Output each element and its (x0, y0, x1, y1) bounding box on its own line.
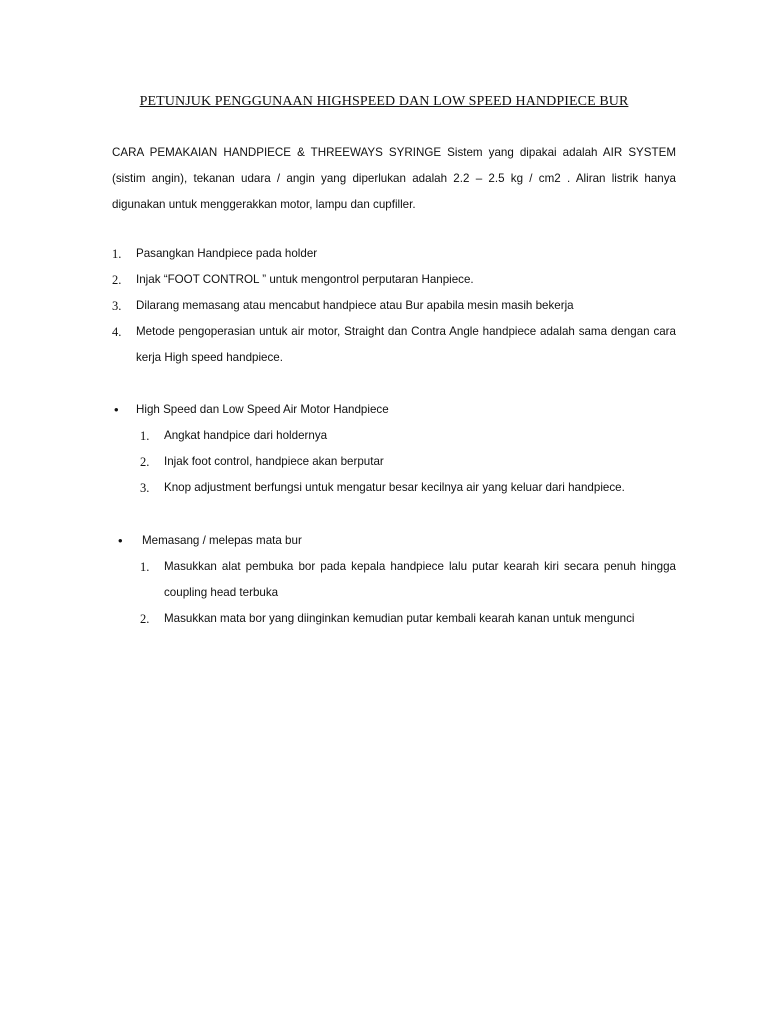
list-number: 3. (112, 299, 122, 313)
list-item (112, 241, 676, 267)
list-item (140, 554, 676, 606)
list-number: 1. (140, 429, 150, 443)
page-title: PETUNJUK PENGGUNAAN HIGHSPEED DAN LOW SPEED HANDPIECE BUR (139, 94, 629, 109)
air-motor-steps-list (140, 423, 676, 501)
section-heading: Memasang / melepas mata bur (142, 534, 302, 547)
bullet-icon: • (114, 402, 119, 417)
list-item (140, 449, 676, 475)
list-item (140, 606, 676, 632)
intro-paragraph: CARA PEMAKAIAN HANDPIECE & THREEWAYS SYRINGE Sistem yang dipakai adalah AIR SYSTEM (sistim angin), tekanan udara / angin yang diperlukan adalah 2.2 – 2.5 kg / cm2 . Aliran listrik hanya digunakan untuk menggerakkan motor, lampu dan cupfiller. (112, 146, 676, 211)
list-number: 1. (140, 560, 150, 574)
section-heading-air-motor (114, 397, 676, 423)
list-text: Metode pengoperasian untuk air motor, Straight dan Contra Angle handpiece adalah sama dengan cara kerja High speed handpiece. (136, 325, 676, 364)
list-text: Pasangkan Handpiece pada holder (136, 247, 318, 260)
list-text: Injak “FOOT CONTROL ” untuk mengontrol perputaran Hanpiece. (136, 273, 474, 286)
list-number: 1. (112, 247, 122, 261)
list-number: 4. (112, 325, 122, 339)
section-heading: High Speed dan Low Speed Air Motor Handpiece (136, 403, 389, 416)
list-number: 2. (112, 273, 122, 287)
bur-steps-list (140, 554, 676, 632)
list-item (112, 293, 676, 319)
list-text: Masukkan alat pembuka bor pada kepala handpiece lalu putar kearah kiri secara penuh hingga coupling head terbuka (164, 560, 676, 599)
bullet-row (118, 528, 676, 554)
bullet-row (114, 397, 676, 423)
list-number: 3. (140, 481, 150, 495)
list-item (140, 475, 676, 501)
list-text: Knop adjustment berfungsi untuk mengatur besar kecilnya air yang keluar dari handpiece. (164, 481, 625, 494)
list-item (140, 423, 676, 449)
list-item (112, 319, 676, 371)
list-number: 2. (140, 455, 150, 469)
section-heading-bur (118, 528, 676, 554)
list-item (112, 267, 676, 293)
list-text: Dilarang memasang atau mencabut handpiece atau Bur apabila mesin masih bekerja (136, 299, 574, 312)
list-number: 2. (140, 612, 150, 626)
list-text: Angkat handpice dari holdernya (164, 429, 328, 442)
bullet-icon: • (118, 533, 123, 548)
list-text: Injak foot control, handpiece akan berputar (164, 455, 384, 468)
steps-list (112, 241, 676, 371)
list-text: Masukkan mata bor yang diinginkan kemudian putar kembali kearah kanan untuk mengunci (164, 612, 635, 625)
